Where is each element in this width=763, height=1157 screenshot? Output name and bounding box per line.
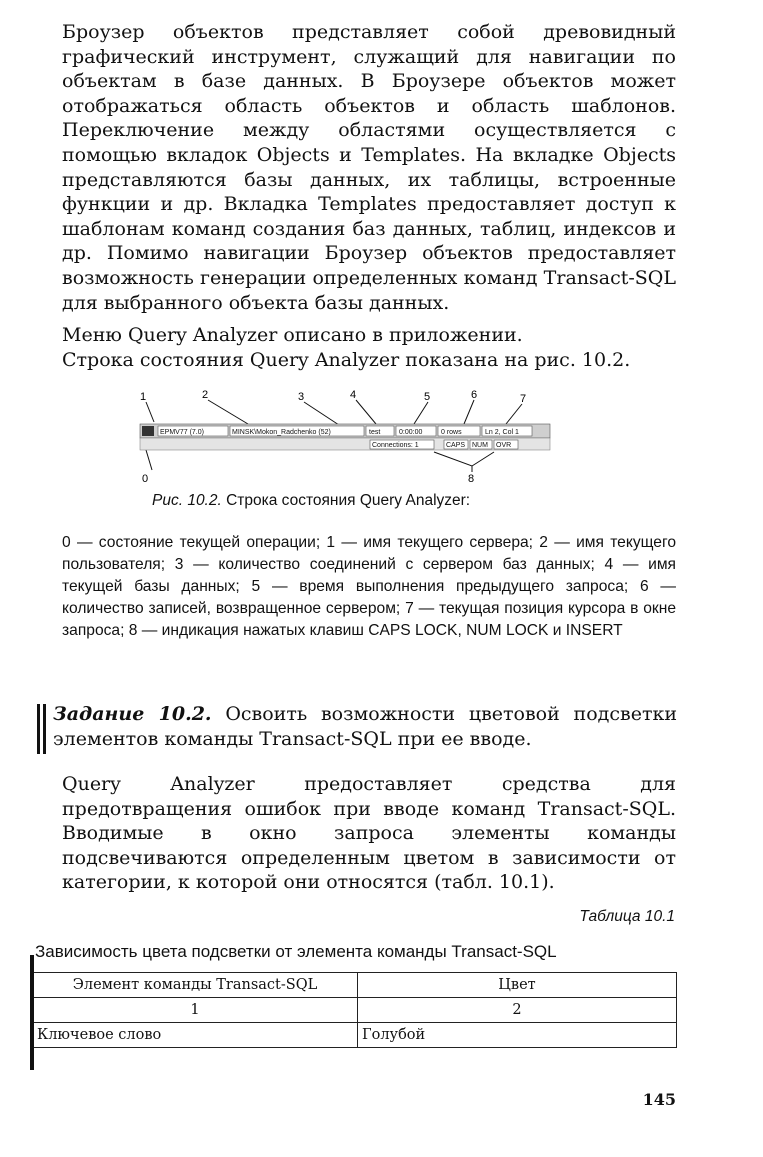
figure-caption-prefix: Рис. 10.2. xyxy=(152,492,222,509)
table-row xyxy=(33,1023,677,1048)
statusbar-figure xyxy=(138,386,558,484)
status-user: MINSK\Mokon_Radchenko (52) xyxy=(232,429,331,436)
paragraph-highlighting: Query Analyzer предоставляет средства для предотвращения ошибок при вводе команд Transact-SQL. Вводимые в окно запроса элементы команды подсвечиваются определенным цветом в зависимости от категории, к которой они относятся (табл. 10.1). xyxy=(62,773,676,894)
callout-0: 0 xyxy=(142,473,149,484)
figure-legend: 0 — состояние текущей операции; 1 — имя текущего сервера; 2 — имя текущего пользователя; 3 — количество соединений с сервером баз данных; 4 — имя текущей базы данных; 5 — время выполнения предыдущего запроса; 6 — количество записей, возвращенное сервером; 7 — текущая позиция курсора в окне запроса; 8 — индикация нажатых клавиш CAPS LOCK, NUM LOCK и INSERT xyxy=(62,534,676,639)
status-connections: Connections: 1 xyxy=(372,442,419,449)
figure-caption xyxy=(152,492,470,510)
paragraph-menu: Меню Query Analyzer описано в приложении. xyxy=(62,324,523,346)
table-header-color: Цвет xyxy=(358,973,677,998)
task-heading: Задание 10.2. xyxy=(53,703,212,725)
callout-2: 2 xyxy=(202,389,209,401)
status-db: test xyxy=(369,429,381,436)
callout-6: 6 xyxy=(471,389,478,401)
table-number: Таблица 10.1 xyxy=(579,908,675,925)
scan-edge-mark xyxy=(30,955,34,1070)
table-cell-color: Голубой xyxy=(358,1023,677,1048)
table-caption: Зависимость цвета подсветки от элемента команды Transact-SQL xyxy=(35,942,557,961)
callout-1: 1 xyxy=(140,391,147,403)
task-margin-bar xyxy=(37,704,40,754)
status-server: EPMV77 (7.0) xyxy=(160,429,204,436)
paragraph-statusbar: Строка состояния Query Analyzer показана на рис. 10.2. xyxy=(62,349,631,371)
statusbar-illustration xyxy=(138,386,558,484)
table-header-row xyxy=(33,973,677,998)
callout-5: 5 xyxy=(424,391,431,403)
table-colnum-2: 2 xyxy=(358,998,677,1023)
table-number-row xyxy=(33,998,677,1023)
table-cell-element: Ключевое слово xyxy=(33,1023,358,1048)
callout-7: 7 xyxy=(520,393,527,405)
table-header-element: Элемент команды Transact-SQL xyxy=(33,973,358,998)
callout-4: 4 xyxy=(350,389,357,401)
callout-3: 3 xyxy=(298,391,305,403)
status-caps: CAPS xyxy=(446,442,466,449)
task-paragraph xyxy=(53,702,677,752)
color-table xyxy=(32,972,677,1048)
status-rows: 0 rows xyxy=(441,429,462,436)
callout-8: 8 xyxy=(468,473,475,484)
paragraph-object-browser: Броузер объектов представляет собой древовидный графический инструмент, служащий для навигации по объектам в базе данных. В Броузере объектов может отображаться область объектов и область шаблонов. Переключение между областями осуществляется с помощью вкладок Objects и Templates. На вкладке Objects представляются базы данных, их таблицы, встроенные функции и др. Вкладка Templates предоставляет доступ к шаблонам команд создания баз данных, таблиц, индексов и др. Помимо навигации Броузер объектов предоставляет возможность генерации определенных команд Transact-SQL для выбранного объекта базы данных. xyxy=(62,21,676,314)
page-number: 145 xyxy=(642,1090,676,1109)
task-block xyxy=(37,702,677,752)
table-colnum-1: 1 xyxy=(33,998,358,1023)
status-position: Ln 2, Col 1 xyxy=(485,429,519,436)
status-time: 0:00:00 xyxy=(399,429,423,436)
status-ovr: OVR xyxy=(496,442,512,449)
task-text: Освоить возможности цветовой подсветки элементов команды Transact-SQL при ее вводе. xyxy=(53,703,677,750)
status-num: NUM xyxy=(472,442,488,449)
figure-caption-text: Строка состояния Query Analyzer: xyxy=(221,492,471,509)
task-margin-bar-2 xyxy=(43,704,46,754)
